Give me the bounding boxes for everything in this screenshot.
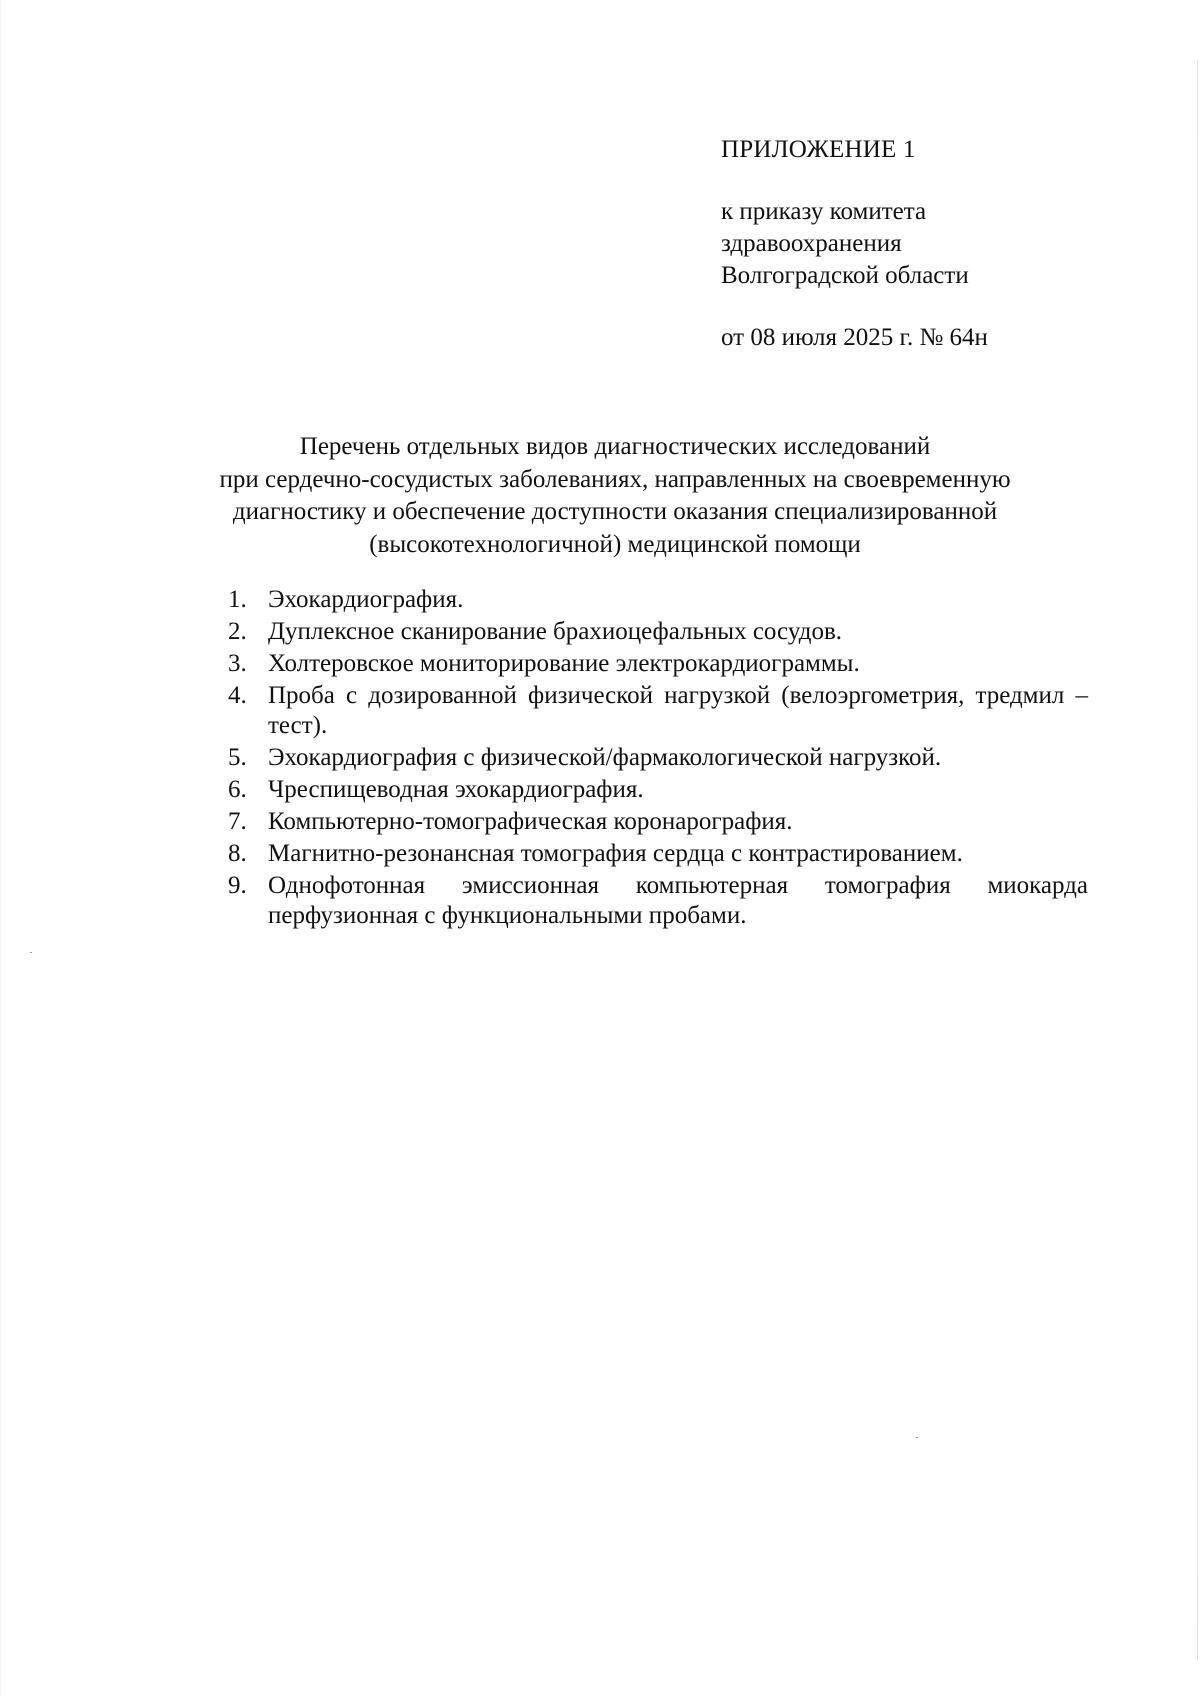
heading-line: диагностику и обеспечение доступности оказания специализированной [232,498,998,525]
list-item [228,807,1088,837]
list-item [228,649,1088,679]
attachment-reference-line: Волгоградской области [721,262,969,289]
list-item-text: Проба с дозированной физической нагрузкой (велоэргометрия, тредмил – тест). [268,682,1088,739]
list-item [228,775,1088,805]
list-item-text: Дуплексное сканирование брахиоцефальных сосудов. [268,618,843,645]
list-item-number: 7. [228,808,247,835]
scan-speck [916,1437,918,1438]
document-heading [150,431,1080,561]
list-item-text: Эхокардиография. [268,586,464,613]
scan-speck [30,952,32,953]
list-item [228,681,1088,741]
list-item-text: Компьютерно-томографическая коронарография. [268,808,793,835]
attachment-title: ПРИЛОЖЕНИЕ 1 [721,136,916,163]
heading-line: при сердечно-сосудистых заболеваниях, направленных на своевременную [219,465,1011,493]
list-item [228,617,1088,647]
list-item-number: 5. [228,744,247,771]
attachment-reference-line: здравоохранения [721,230,902,257]
list-item [228,585,1088,615]
list-item-number: 1. [228,586,247,613]
list-item-number: 6. [228,776,247,803]
attachment-block [721,134,988,354]
scan-edge-left [0,0,1,1696]
diagnostics-list [228,585,1088,933]
scan-edge-right [1197,60,1198,1660]
list-item [228,839,1088,869]
list-item-number: 4. [228,682,247,709]
heading-line: Перечень отдельных видов диагностических исследований [299,433,931,460]
attachment-reference-line: к приказу комитета [721,198,927,225]
list-item [228,871,1088,931]
order-date: от 08 июля 2025 г. № 64н [721,324,988,351]
list-item-number: 9. [228,872,247,899]
list-item-number: 3. [228,650,247,677]
list-item-text: Эхокардиография с физической/фармакологической нагрузкой. [268,744,942,771]
attachment-reference [721,196,988,292]
list-item-text: Магнитно-резонансная томография сердца с контрастированием. [268,840,963,867]
list-item-number: 2. [228,618,247,645]
list-item-number: 8. [228,840,247,867]
heading-line: (высокотехнологичной) медицинской помощи [369,530,861,558]
list-item-text: Чреспищеводная эхокардиография. [268,776,644,803]
list-item [228,743,1088,773]
list-item-text: Однофотонная эмиссионная компьютерная томография миокарда перфузионная с функциональными пробами. [268,872,1088,929]
list-item-text: Холтеровское мониторирование электрокардиограммы. [268,650,860,677]
